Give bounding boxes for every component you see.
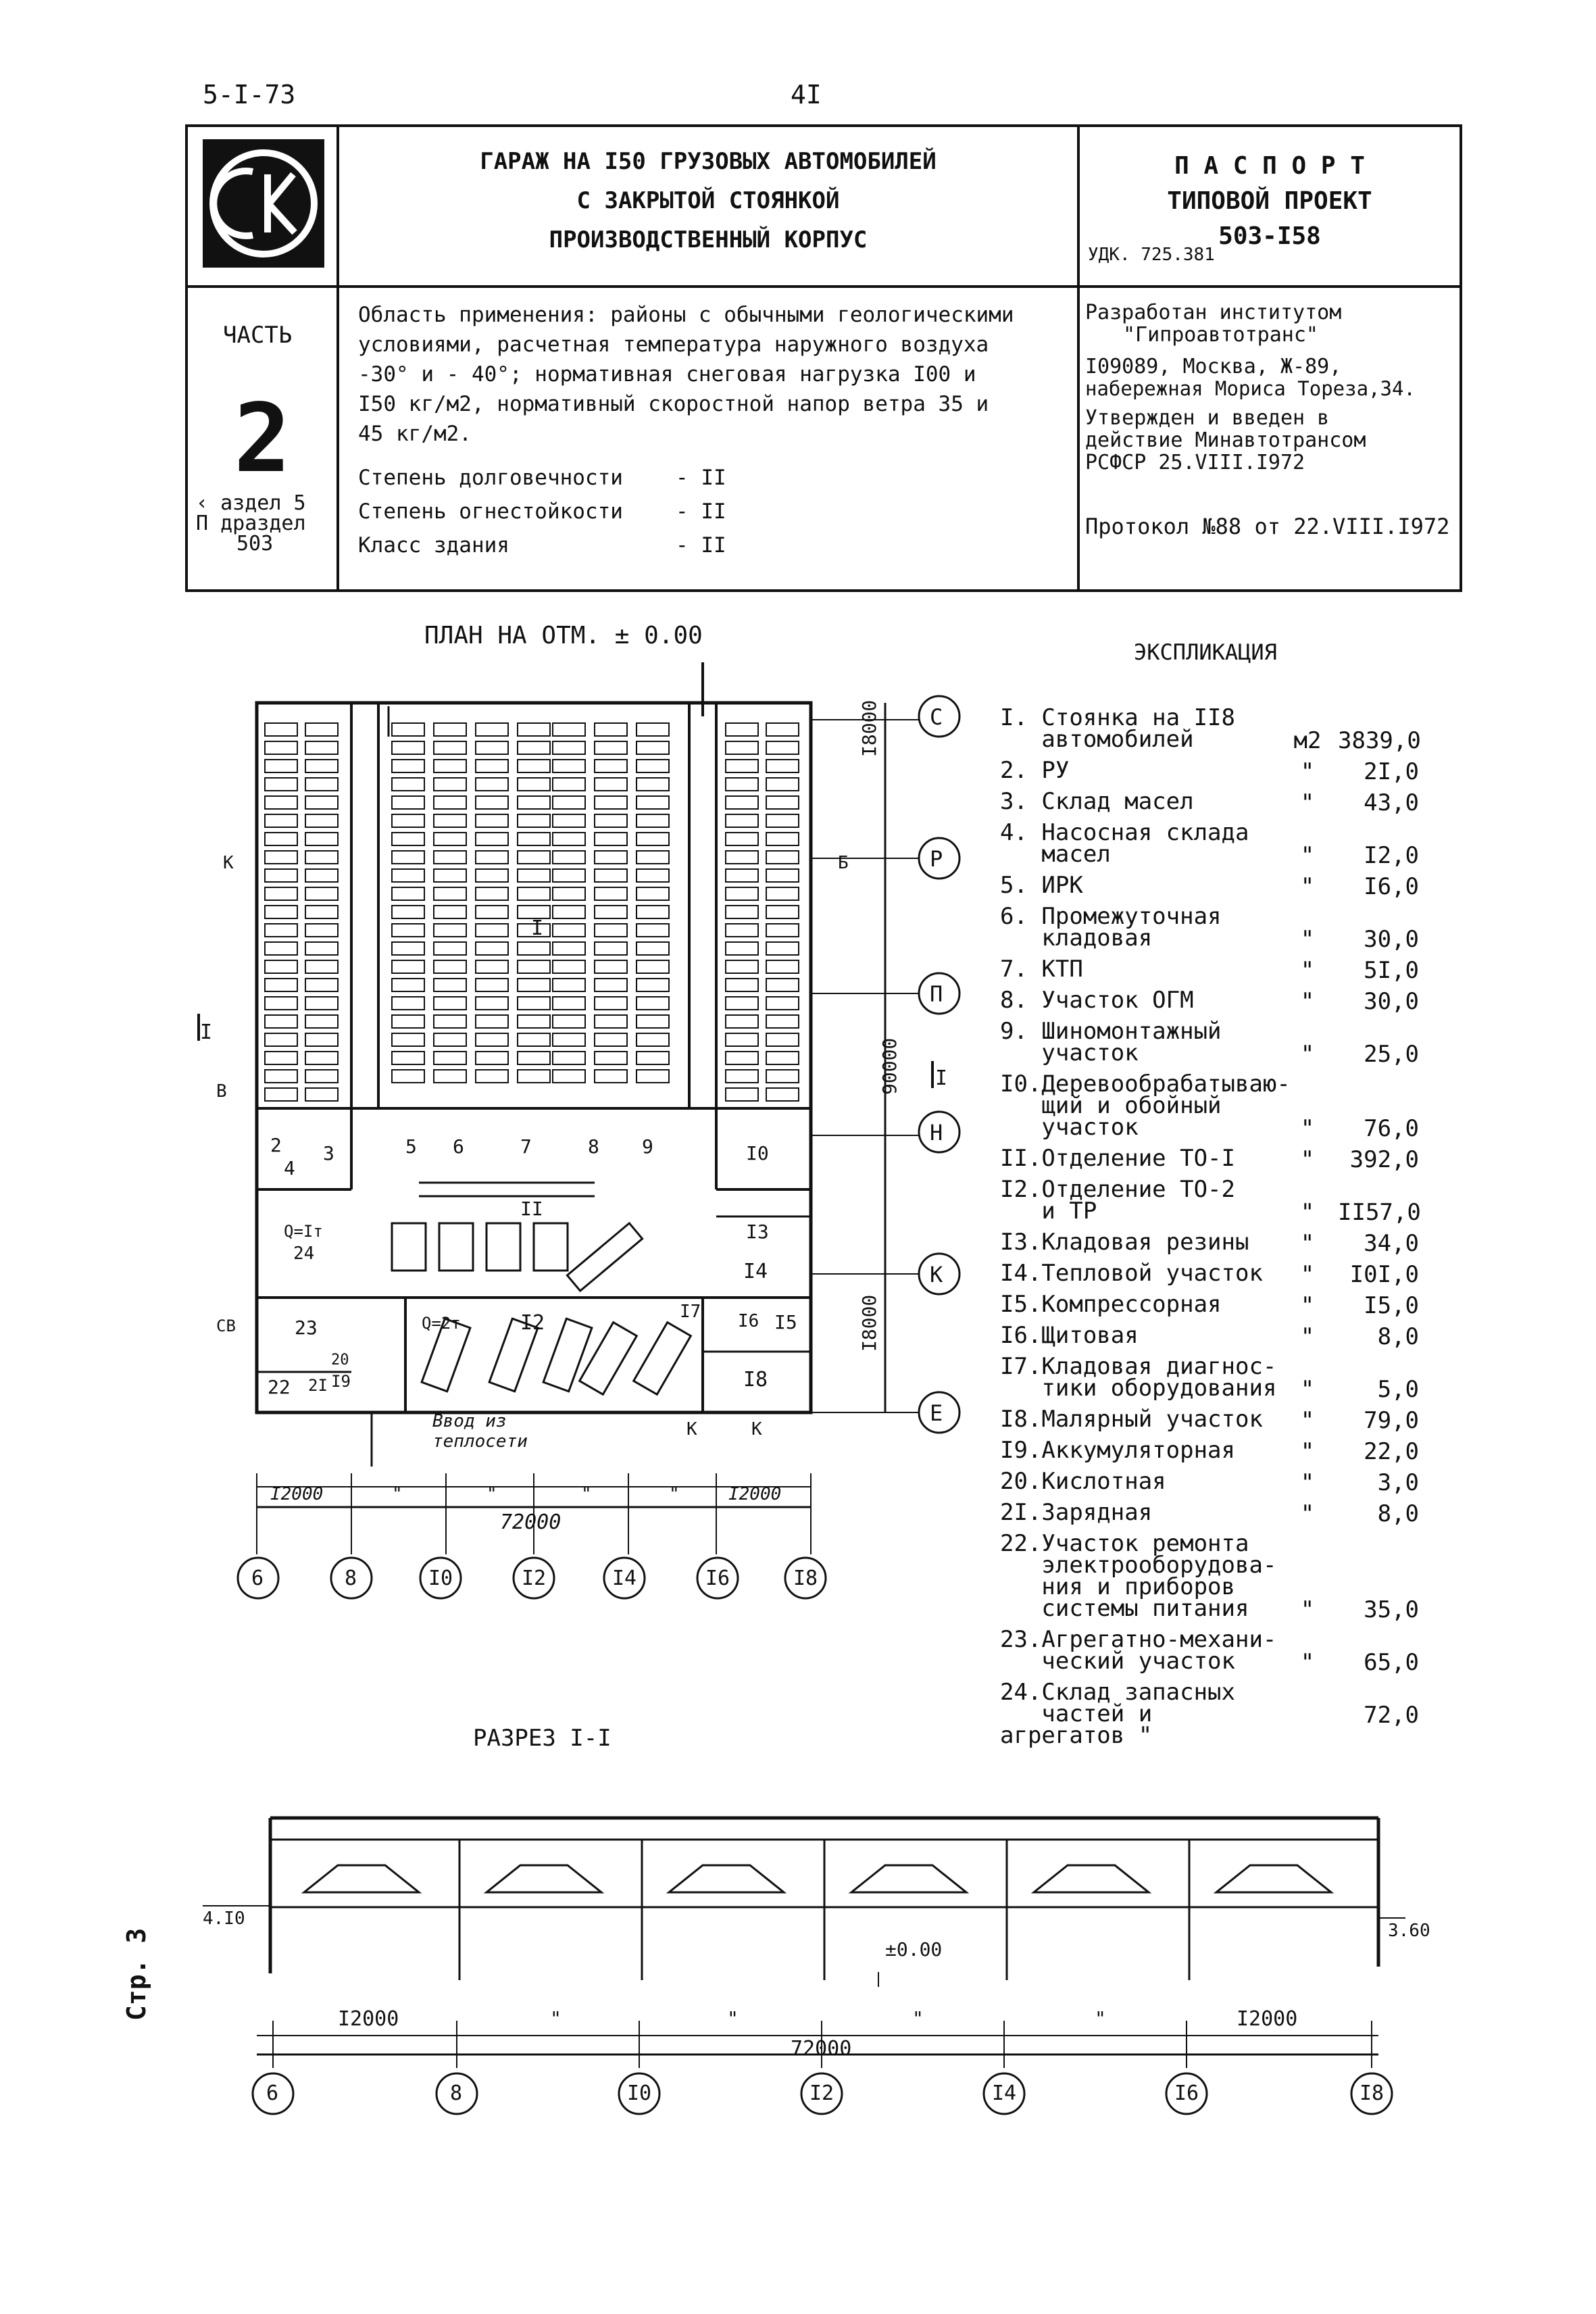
section-axis-16: I6 [1174,2082,1199,2105]
section-dim-left: I2000 [338,2007,399,2031]
section-ditto: " [1095,2007,1106,2029]
scope-line-2: условиями, расчетная температура наружного воздуха [358,333,989,357]
section-line-1: ‹ аздел 5 [196,491,306,515]
plan-axis-8: 8 [345,1567,357,1590]
passport-heading: П А С П О Р Т [1174,152,1365,180]
section-axis-10: I0 [627,2082,652,2105]
explication-item-area: 8,0 [1377,1500,1419,1527]
explication-item-name: II.Отделение ТО-I [1000,1145,1235,1172]
explication-item-area: I6,0 [1364,873,1419,900]
rating-value: - II [676,466,726,490]
scope-line-3: -30° и - 40°; нормативная снеговая нагрузка I00 и [358,362,976,387]
explication-item-name: I7.Кладовая диагнос- тики оборудования [1000,1353,1277,1402]
plan-axis-10: I0 [428,1567,453,1590]
developer-line-7: РСФСР 25.VIII.I972 [1085,451,1305,474]
explication-item-name: I6.Щитовая [1000,1322,1139,1349]
explication-item-unit: " [1300,789,1315,816]
explication-item-name: 9. Шиномонтажный участок [1000,1018,1222,1066]
explication-item-unit: " [1300,926,1315,953]
room-label-1: I [531,916,544,940]
axis-letter-c: С [930,704,943,730]
v-marker: В [216,1081,227,1102]
explication-item-name: 3. Склад масел [1000,788,1194,815]
room-label-8: 8 [588,1135,599,1158]
explication-item-name: I2.Отделение ТО-2 и ТР [1000,1176,1235,1225]
explication-item-unit: " [1300,1146,1315,1173]
rating-value: - II [676,533,726,558]
section-ditto: " [912,2007,924,2029]
explication-item-area: 34,0 [1364,1230,1419,1257]
axis-letter-p: П [930,981,943,1007]
plan-axis-18: I8 [793,1567,818,1590]
room-label-16: I6 [738,1311,759,1331]
developer-line-4: набережная Мориса Тореза,34. [1085,377,1416,400]
title-line-1: ГАРАЖ НА I50 ГРУЗОВЫХ АВТОМОБИЛЕЙ [480,148,937,175]
developer-line-2: "Гипроавтотранс" [1123,323,1318,347]
part-label: ЧАСТЬ [223,322,293,349]
developer-line-3: I09089, Москва, Ж-89, [1085,355,1342,378]
explication-item-name: 4. Насосная склада масел [1000,819,1249,868]
explication-item-unit: " [1300,1596,1315,1623]
section-title: РАЗРЕЗ I-I [473,1725,612,1752]
sv-marker: СВ [216,1316,236,1335]
protocol: Протокол №88 от 22.VIII.I972 [1085,514,1450,539]
explication-item-name: 2I.Зарядная [1000,1499,1153,1526]
plan-dim-total: 72000 [500,1510,562,1534]
explication-item-unit: " [1300,1500,1315,1527]
explication-item-unit: " [1300,1469,1315,1496]
section-dim-right: I2000 [1237,2007,1298,2031]
explication-item-area: 30,0 [1364,926,1419,953]
b-marker: Б [838,853,849,873]
udk-code: УДК. 725.381 [1088,245,1215,265]
plan-ditto: " [392,1484,403,1504]
crane-label-1: Q=Iт [284,1222,323,1241]
plan-axis-14: I4 [612,1567,637,1590]
section-line-2: П драздел [196,512,306,535]
room-label-4: 4 [284,1157,295,1179]
plan-ditto: " [669,1484,680,1504]
document-code: 5-I-73 [203,80,296,109]
title-line-2: С ЗАКРЫТОЙ СТОЯНКОЙ [576,187,840,214]
room-label-9: 9 [642,1135,653,1158]
explication-item-name: 22.Участок ремонта электрооборудова- ния и приборов системы питания [1000,1530,1277,1622]
dim-mid: 90000 [878,1037,901,1095]
k-marker: К [223,853,234,873]
explication-item-name: 23.Агрегатно-механи- ческий участок [1000,1626,1277,1675]
explication-item-unit: " [1300,1041,1315,1068]
explication-item-unit: " [1300,957,1315,984]
explication-item-name: I9.Аккумуляторная [1000,1437,1235,1464]
k-marker: К [687,1419,697,1439]
part-number: 2 [234,384,291,494]
room-label-12: I2 [520,1311,545,1335]
explication-item-unit: " [1300,1261,1315,1288]
section-axis-12: I2 [809,2082,834,2105]
room-label-20: 20 [331,1352,349,1369]
explication-item-name: I0.Деревообрабатываю- щий и обойный участок [1000,1070,1291,1141]
room-label-18: I8 [743,1368,768,1392]
explication-item-area: 25,0 [1364,1041,1419,1068]
title-line-3: ПРОИЗВОДСТВЕННЫЙ КОРПУС [549,226,868,253]
room-label-10: I0 [746,1142,769,1164]
inlet-label-2: теплосети [432,1431,528,1452]
dim-top: I8000 [858,699,880,757]
scope-line-5: 45 кг/м2. [358,422,472,446]
explication-item-area: 76,0 [1364,1115,1419,1142]
explication-item-area: 30,0 [1364,988,1419,1015]
explication-item-name: 20.Кислотная [1000,1468,1166,1495]
level-zero: ±0.00 [885,1938,943,1961]
explication-item-area: 5I,0 [1364,957,1419,984]
explication-item-unit: " [1300,1323,1315,1350]
developer-line-1: Разработан институтом [1085,301,1342,324]
explication-item-name: 6. Промежуточная кладовая [1000,903,1222,952]
plan-dim-left: I2000 [270,1484,324,1504]
room-label-19: I9 [331,1372,351,1391]
room-label-14: I4 [743,1260,768,1283]
explication-item-area: 3839,0 [1338,727,1421,754]
explication-item-unit: " [1300,1199,1315,1226]
plan-ditto: " [487,1484,497,1504]
room-label-23: 23 [295,1316,318,1339]
plan-ditto: " [581,1484,592,1504]
explication-item-area: 35,0 [1364,1596,1419,1623]
scope-line-1: Область применения: районы с обычными геологическими [358,303,1014,327]
level-left: 4.I0 [203,1909,245,1929]
axis-letter-k: К [930,1262,943,1287]
explication-item-unit: " [1300,1407,1315,1434]
section-ditto: " [550,2007,562,2029]
section-axis-14: I4 [992,2082,1017,2105]
section-dim-total: 72000 [791,2037,852,2061]
section-ditto: " [727,2007,739,2029]
axis-letter-n: Н [930,1120,943,1146]
explication-item-area: 65,0 [1364,1649,1419,1676]
rating-label: Класс здания [358,533,509,558]
section-mark-left: I [200,1020,213,1044]
explication-item-unit: " [1300,1376,1315,1403]
room-label-13: I3 [746,1221,769,1243]
explication-item-area: 22,0 [1364,1438,1419,1465]
axis-letter-e: Е [930,1400,943,1426]
section-mark-right: I [935,1066,948,1090]
section-axis-18: I8 [1360,2082,1385,2105]
room-label-15: I5 [774,1311,797,1333]
explication-item-area: I5,0 [1364,1292,1419,1319]
explication-item-unit: " [1300,842,1315,869]
explication-item-name: 7. КТП [1000,956,1083,983]
room-label-21: 2I [308,1376,328,1395]
explication-item-area: 5,0 [1377,1376,1419,1403]
explication-item-name: 24.Склад запасных частей и агрегатов " [1000,1679,1235,1749]
room-label-11: II [520,1198,543,1220]
section-axis-6: 6 [266,2082,279,2105]
room-label-24: 24 [293,1244,315,1264]
project-number: 503-I58 [1218,222,1321,250]
explication-item-name: I8.Малярный участок [1000,1406,1263,1433]
room-label-3: 3 [323,1142,334,1164]
plan-title: ПЛАН НА ОТМ. ± 0.00 [424,622,703,649]
explication-item-name: I3.Кладовая резины [1000,1229,1249,1256]
explication-title: ЭКСПЛИКАЦИЯ [1134,639,1277,665]
plan-dim-right: I2000 [728,1484,782,1504]
explication-item-unit: " [1300,1292,1315,1319]
room-label-5: 5 [405,1135,417,1158]
explication-item-area: 79,0 [1364,1407,1419,1434]
explication-item-name: I. Стоянка на II8 автомобилей [1000,704,1235,753]
level-right: 3.60 [1388,1921,1430,1941]
dim-bottom: I8000 [858,1294,880,1352]
explication-item-area: 2I,0 [1364,758,1419,785]
plan-axis-16: I6 [705,1567,730,1590]
explication-item-area: I2,0 [1364,842,1419,869]
explication-item-area: 8,0 [1377,1323,1419,1350]
project-type: ТИПОВОЙ ПРОЕКТ [1167,187,1372,215]
plan-axis-6: 6 [251,1567,264,1590]
room-label-2: 2 [270,1134,282,1156]
rating-label: Степень долговечности [358,466,623,490]
explication-item-unit: " [1300,873,1315,900]
axis-letter-r: Р [930,846,943,872]
explication-item-name: 8. Участок ОГМ [1000,987,1194,1014]
explication-item-area: 43,0 [1364,789,1419,816]
crane-label-2: Q=2т [422,1314,461,1333]
explication-item-area: II57,0 [1338,1199,1421,1226]
explication-item-unit: м2 [1293,727,1322,754]
scope-line-4: I50 кг/м2, нормативный скоростной напор ветра 35 и [358,392,989,416]
rating-label: Степень огнестойкости [358,499,623,524]
developer-line-6: действие Минавтотрансом [1085,428,1366,452]
room-label-17: I7 [680,1302,701,1322]
explication-item-name: I5.Компрессорная [1000,1291,1222,1318]
page-number: 4I [791,80,822,109]
explication-item-name: I4.Тепловой участок [1000,1260,1263,1287]
section-line-3: 503 [236,532,274,556]
explication-item-area: 72,0 [1364,1702,1419,1729]
explication-item-area: I0I,0 [1349,1261,1419,1288]
plan-axis-12: I2 [522,1567,547,1590]
explication-item-name: 5. ИРК [1000,872,1083,899]
k-marker: К [751,1419,762,1439]
explication-item-unit: " [1300,988,1315,1015]
inlet-label-1: Ввод из [432,1411,507,1431]
explication-item-name: 2. РУ [1000,757,1070,784]
room-label-7: 7 [520,1135,532,1158]
explication-item-unit: " [1300,1438,1315,1465]
explication-item-unit: " [1300,758,1315,785]
page-side-label: Стр. 3 [122,1927,151,2021]
explication-item-unit: " [1300,1230,1315,1257]
explication-item-area: 3,0 [1377,1469,1419,1496]
rating-value: - II [676,499,726,524]
explication-item-unit: " [1300,1649,1315,1676]
explication-item-area: 392,0 [1349,1146,1419,1173]
section-axis-8: 8 [450,2082,463,2105]
developer-line-5: Утвержден и введен в [1085,406,1330,430]
explication-item-unit: " [1300,1115,1315,1142]
room-label-6: 6 [453,1135,464,1158]
room-label-22: 22 [268,1376,291,1398]
